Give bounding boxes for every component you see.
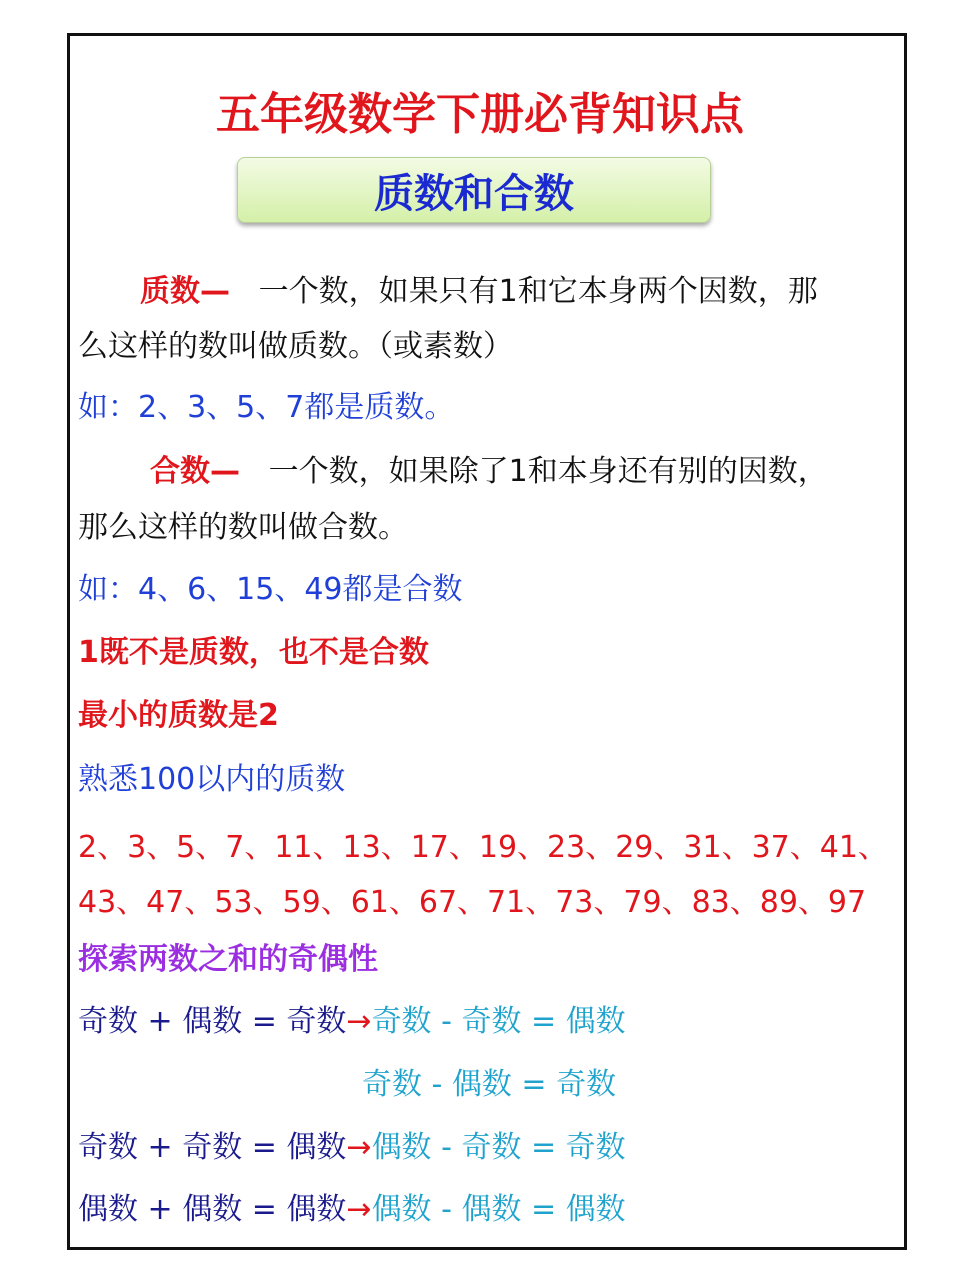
difference-formula: 奇数 - 奇数 = 偶数 — [371, 1004, 626, 1039]
composite-example: 如：4、6、15、49都是合数 — [78, 572, 463, 607]
page-title: 五年级数学下册必背知识点 — [216, 89, 744, 140]
arrow-icon: → — [346, 1004, 372, 1039]
composite-definition-line1 — [150, 452, 828, 492]
formula-row — [78, 1128, 626, 1168]
note-one: 1既不是质数，也不是合数 — [78, 635, 429, 670]
difference-formula: 奇数 - 偶数 = 奇数 — [362, 1067, 617, 1102]
section-title-box — [237, 157, 711, 223]
section-title: 质数和合数 — [374, 170, 574, 217]
prime-definition-line2: 么这样的数叫做质数。（或素数） — [78, 329, 513, 364]
composite-definition-line2: 那么这样的数叫做合数。 — [78, 510, 408, 545]
prime-example: 如：2、3、5、7都是质数。 — [78, 390, 455, 425]
formula-row — [78, 1190, 626, 1230]
primes-list-line2: 43、47、53、59、61、67、71、73、79、83、89、97 — [78, 885, 867, 920]
sum-formula: 奇数 + 偶数 = 奇数 — [78, 1004, 347, 1039]
primes-list-line1: 2、3、5、7、11、13、17、19、23、29、31、37、41、 — [78, 830, 888, 865]
arrow-icon: → — [346, 1130, 372, 1165]
arrow-icon: → — [346, 1192, 372, 1227]
prime-definition-text: 一个数，如果只有1和它本身两个因数，那 — [258, 274, 818, 309]
primes-heading: 熟悉100以内的质数 — [78, 762, 346, 797]
parity-heading: 探索两数之和的奇偶性 — [78, 942, 378, 977]
prime-definition-line1 — [140, 272, 818, 312]
sum-formula: 奇数 + 奇数 = 偶数 — [78, 1130, 347, 1165]
difference-formula: 偶数 - 奇数 = 奇数 — [371, 1130, 626, 1165]
difference-formula: 偶数 - 偶数 = 偶数 — [371, 1192, 626, 1227]
prime-term: 质数— — [140, 274, 230, 309]
note-smallest-prime: 最小的质数是2 — [78, 698, 279, 733]
formula-row — [362, 1065, 616, 1105]
sum-formula: 偶数 + 偶数 = 偶数 — [78, 1192, 347, 1227]
composite-definition-text: 一个数，如果除了1和本身还有别的因数， — [268, 454, 828, 489]
composite-term: 合数— — [150, 454, 240, 489]
formula-row — [78, 1002, 626, 1042]
